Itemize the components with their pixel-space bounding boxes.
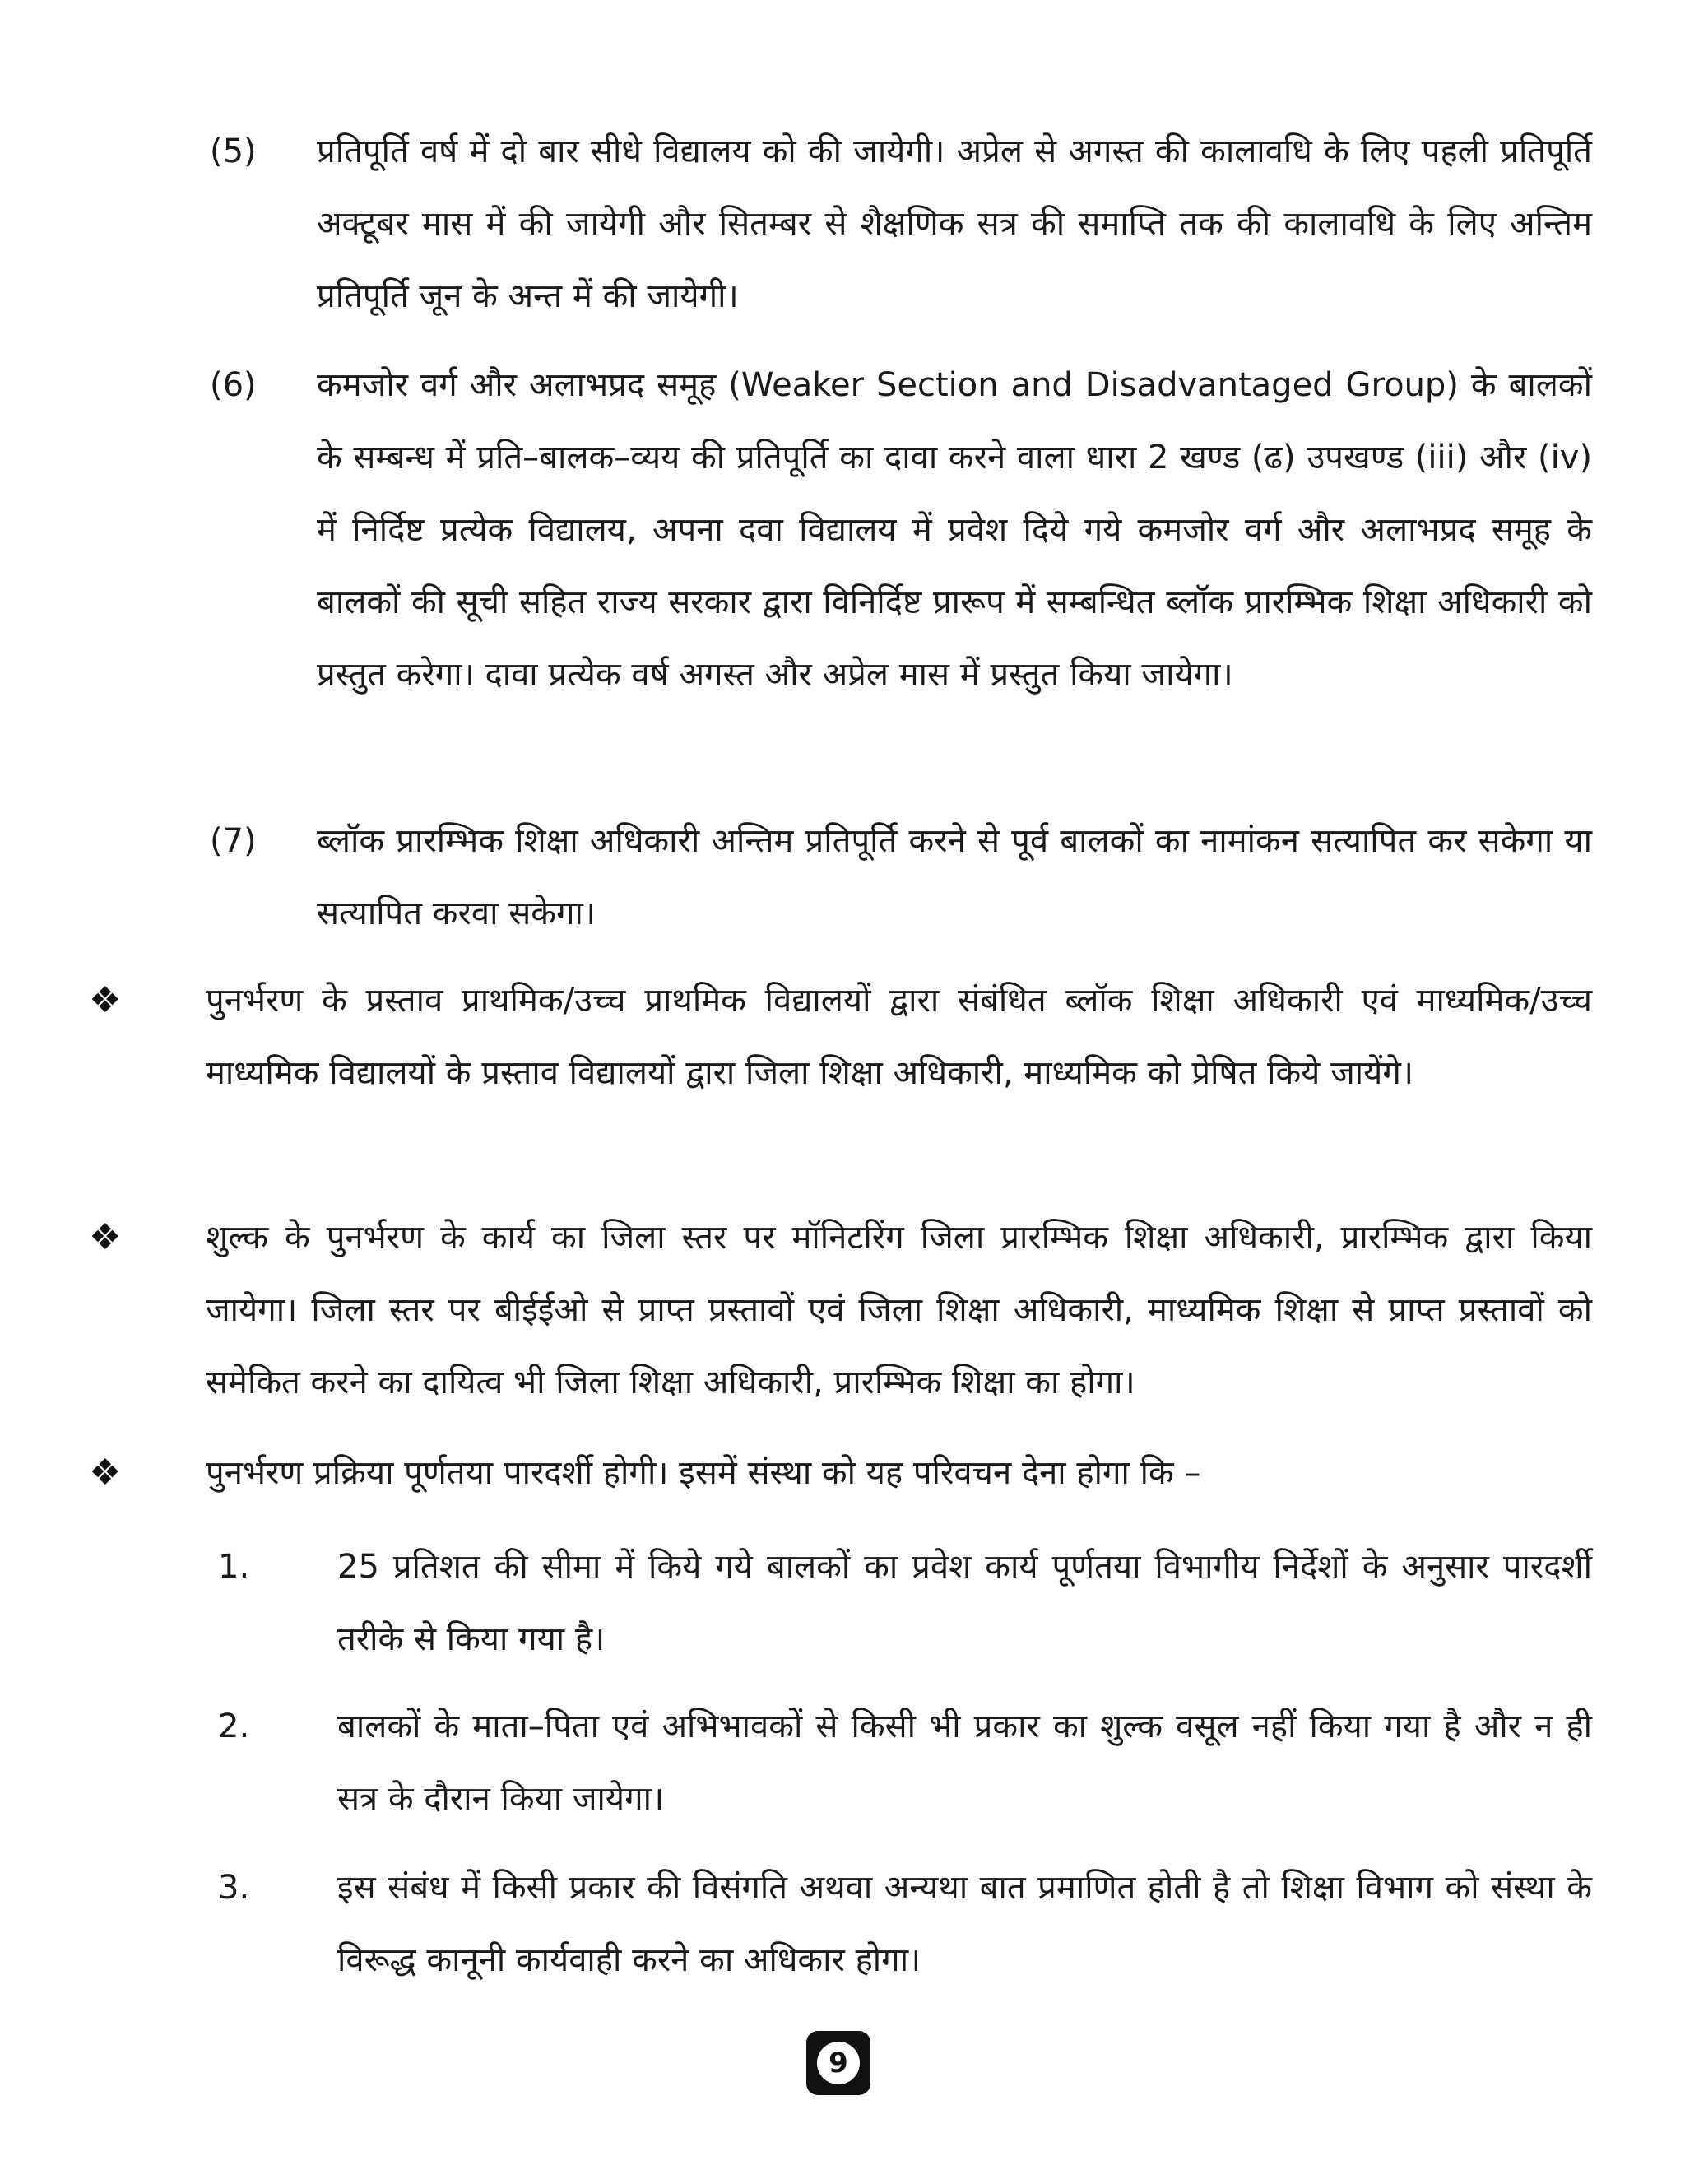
clause-number: (6) xyxy=(210,366,257,404)
bullet-text: शुल्क के पुनर्भरण के कार्य का जिला स्तर पर मॉनिटरिंग जिला प्रारम्भिक शिक्षा अधिकारी, प्रारम्भिक द्वारा किया जायेगा। जिला स्तर पर बीईईओ से प्राप्त प्रस्तावों एवं जिला शिक्षा अधिकारी, माध्यमिक शिक्षा से प्राप्त प्रस्तावों को समेकित करने का दायित्व भी जिला शिक्षा अधिकारी, प्रारम्भिक शिक्षा का होगा। xyxy=(206,1219,1592,1401)
bullet-icon: ❖ xyxy=(89,1452,122,1494)
clause-number: (7) xyxy=(210,822,257,860)
sub-item-text: 25 प्रतिशत की सीमा में किये गये बालकों का प्रवेश कार्य पूर्णतया विभागीय निर्देशों के अनुसार पारदर्शी तरीके से किया गया है। xyxy=(337,1548,1592,1658)
sub-item-number: 2. xyxy=(218,1708,250,1745)
bullet-text: पुनर्भरण प्रक्रिया पूर्णतया पारदर्शी होगी। इसमें संस्था को यह परिवचन देना होगा कि – xyxy=(206,1454,1201,1492)
clause-text: कमजोर वर्ग और अलाभप्रद समूह (Weaker Section and Disadvantaged Group) के बालकों के सम्बन्ध में प्रति–बालक–व्यय की प्रतिपूर्ति का दावा करने वाला धारा 2 खण्ड (ढ) उपखण्ड (iii) और (iv) में निर्दिष्ट प्रत्येक विद्यालय, अपना दवा विद्यालय में प्रवेश दिये गये कमजोर वर्ग और अलाभप्रद समूह के बालकों की सूची सहित राज्य सरकार द्वारा विनिर्दिष्ट प्रारूप में सम्बन्धित ब्लॉक प्रारम्भिक शिक्षा अधिकारी को प्रस्तुत करेगा। दावा प्रत्येक वर्ष अगस्त और अप्रेल मास में प्रस्तुत किया जायेगा। xyxy=(317,366,1592,694)
sub-item-number: 3. xyxy=(218,1869,250,1907)
page-number-badge xyxy=(806,2031,870,2095)
clause-number: (5) xyxy=(210,132,257,170)
clause-text: प्रतिपूर्ति वर्ष में दो बार सीधे विद्यालय को की जायेगी। अप्रेल से अगस्त की कालावधि के लिए पहली प्रतिपूर्ति अक्टूबर मास में की जायेगी और सितम्बर से शैक्षणिक सत्र की समाप्ति तक की कालावधि के लिए अन्तिम प्रतिपूर्ति जून के अन्त में की जायेगी। xyxy=(317,132,1592,315)
sub-item-text: इस संबंध में किसी प्रकार की विसंगति अथवा अन्यथा बात प्रमाणित होती है तो शिक्षा विभाग को संस्था के विरूद्ध कानूनी कार्यवाही करने का अधिकार होगा। xyxy=(337,1869,1592,1979)
bullet-icon: ❖ xyxy=(89,1216,122,1258)
page-number: 9 xyxy=(817,2042,860,2084)
bullet-icon: ❖ xyxy=(89,979,122,1021)
clause-text: ब्लॉक प्रारम्भिक शिक्षा अधिकारी अन्तिम प्रतिपूर्ति करने से पूर्व बालकों का नामांकन सत्यापित कर सकेगा या सत्यापित करवा सकेगा। xyxy=(317,822,1592,932)
bullet-text: पुनर्भरण के प्रस्ताव प्राथमिक/उच्च प्राथमिक विद्यालयों द्वारा संबंधित ब्लॉक शिक्षा अधिकारी एवं माध्यमिक/उच्च माध्यमिक विद्यालयों के प्रस्ताव विद्यालयों द्वारा जिला शिक्षा अधिकारी, माध्यमिक को प्रेषित किये जायेंगे। xyxy=(206,982,1592,1092)
sub-item-number: 1. xyxy=(218,1548,250,1586)
sub-item-text: बालकों के माता–पिता एवं अभिभावकों से किसी भी प्रकार का शुल्क वसूल नहीं किया गया है और न ही सत्र के दौरान किया जायेगा। xyxy=(337,1708,1592,1818)
